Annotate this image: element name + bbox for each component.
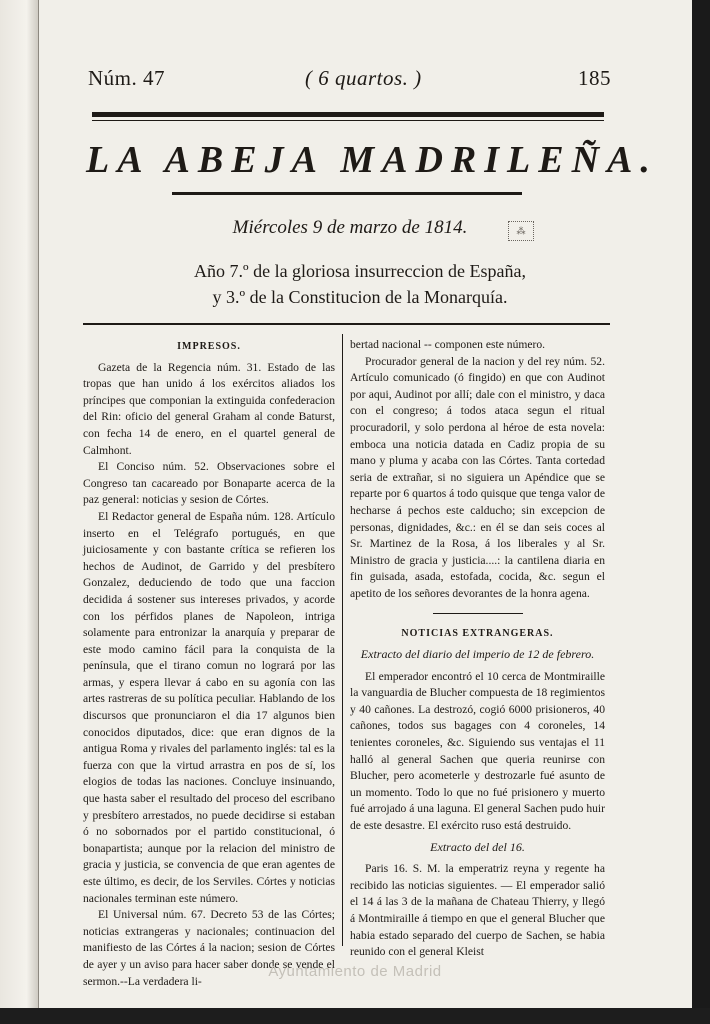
- year-line-1: Año 7.º de la gloriosa insurreccion de España,: [194, 261, 526, 281]
- article-emperador: El emperador encontró el 10 cerca de Montmiraille la vanguardia de Blucher compuesta de 18 regimientos y 40 cañones. La destrozó, cogió 6000 prisioneros, 40 cañones, todos sus bagages con 4 coroneles, 14 tenientes coroneles, &c. Siguiendo sus ventajas el 11 halló al general Sachen que queria reunirse con Blucher, pero acometerle y destrozarle fué asunto de un momento. Todo lo que no fué prisionero y muerto fué arrojado á una laguna. El general Sachen pudo huir de este desastre. El exército ruso está destruido.: [350, 669, 605, 833]
- section-heading-noticias: NOTICIAS EXTRANGERAS.: [401, 627, 554, 639]
- article-paris: Paris 16. S. M. la emperatriz reyna y regente ha recibido las noticias siguientes. — El emperador salió el 14 á las 3 de la mañana de Chateau Thierry, y llegó á Montmiraille á tiempo en que el general Blucher que habia estado separado del cuerpo de Sachen, se habia reunido con el general Kleist: [350, 862, 605, 959]
- article-procurador: Procurador general de la nacion y del rey núm. 52. Artículo comunicado (ó fingido) en que con Audinot por aqui, Audinot por allí; dale con el ministro, y daca con el congreso; á todos ataca segun el ritual procuradoril, y solo perdona al héroe de esta novela: emboca una noticia datada en Cadiz propia de su mano y pluma y acaba con las Córtes. Tanta cortedad seria de extrañar, si no siguiera un Apéndice que se reparte por 6 quartos á todo quisque que tenga valor de hecharse á pechos este calducho; sin excepcion de personas, dignidades, &c.: en él se dan seis coces al Sr. Martinez de la Rosa, á los liberales y al Sr. Ministro de gracia y justicia....: la cantilena diaria en fin guisada, asada, estofada, cocida, &c. segun el apetito de los señores devorantes de la honra agena.: [350, 354, 605, 600]
- right-column: [350, 337, 605, 961]
- article-universal: El Universal núm. 67. Decreto 53 de las Córtes; noticias extrangeras y nacionales; continuacion del manifiesto de las Córtes á la nacion; sesion de Córtes de ayer y un aviso para hacer saber donde se vende el sermon.--La verdadera li-: [83, 908, 335, 988]
- section-heading-impresos: IMPRESOS.: [177, 341, 241, 352]
- subheading-extracto-12: Extracto del diario del imperio de 12 de febrero.: [360, 647, 595, 662]
- article-gazeta: Gazeta de la Regencia núm. 31. Estado de las tropas que han unido á los exércitos aliados los príncipes que componian la extinguida confederacion del Rin: oficio del general Graham al conde Baturst, con fecha 14 de enero, en el quartel general de Calmhont.: [83, 360, 335, 457]
- year-line-2: y 3.º de la Constitucion de la Monarquía.: [212, 287, 508, 307]
- scan-border-bottom: [0, 1008, 710, 1024]
- subheading-extracto-16: Extracto del del 16.: [430, 839, 525, 854]
- top-thick-rule: [92, 112, 604, 117]
- top-thin-rule: [92, 120, 604, 121]
- masthead-underline: [172, 192, 522, 195]
- section-divider: [433, 613, 523, 614]
- article-conciso: El Conciso núm. 52. Observaciones sobre el Congreso tan cacareado por Bonaparte acerca de la paz general: noticias y sesion de Córtes.: [83, 460, 335, 507]
- left-column: [83, 337, 335, 990]
- masthead-title: LA ABEJA MADRILEÑA.: [86, 139, 658, 181]
- article-continuation: bertad nacional -- componen este número.: [350, 338, 546, 351]
- archive-watermark: Ayuntamiento de Madrid: [268, 963, 442, 980]
- left-page-edge: [0, 0, 39, 1008]
- year-line: [150, 258, 570, 310]
- header-bottom-rule: [83, 323, 610, 325]
- library-stamp: ⁂: [508, 221, 534, 241]
- scan-border-right: [692, 0, 710, 1024]
- article-redactor: El Redactor general de España núm. 128. Artículo inserto en el Telégrafo portugués, en que juiciosamente y con bastante crítica se refieren los hechos de Audinot, de Garrido y del presbítero Gonzalez, deduciendo de todo que una faccion decidida á sostener sus intereses privados, y acorde con los pérfidos planes de Napoleon, intriga solamente para entronizar la anarquía y preparar de este modo camino fácil para la conquista de la península, que el tirano comun no logrará por las armas, y espera llevar á cabo en su agonía con las artes rastreras de su política peculiar. Hablando de los discursos que pronunciaron el dia 17 algunos bien conocidos diputados, dice: que eran dignos de la antigua Roma y rivales del parlamento inglés: tal es la fuerza con que la virtud arrastra en pos de sí, los elogios de todas las naciones. Concluye insinuando, que hasta saber el resultado del proceso del escribano y presbítero arrestados, no puede decidirse si estaban ó no sobornados por el partido constitucional, ó bonapartista; aunque por la relacion del ministro de gracia y justicia, se convencia de que eran agentes de este último, es decir, de los Serviles. Córtes y noticias nacionales terminan este número.: [83, 509, 335, 905]
- column-divider: [342, 334, 343, 946]
- issue-date: Miércoles 9 de marzo de 1814.: [232, 217, 468, 238]
- issue-price: ( 6 quartos. ): [305, 66, 422, 90]
- issue-number: Núm. 47: [88, 66, 165, 90]
- page-number: 185: [578, 66, 611, 90]
